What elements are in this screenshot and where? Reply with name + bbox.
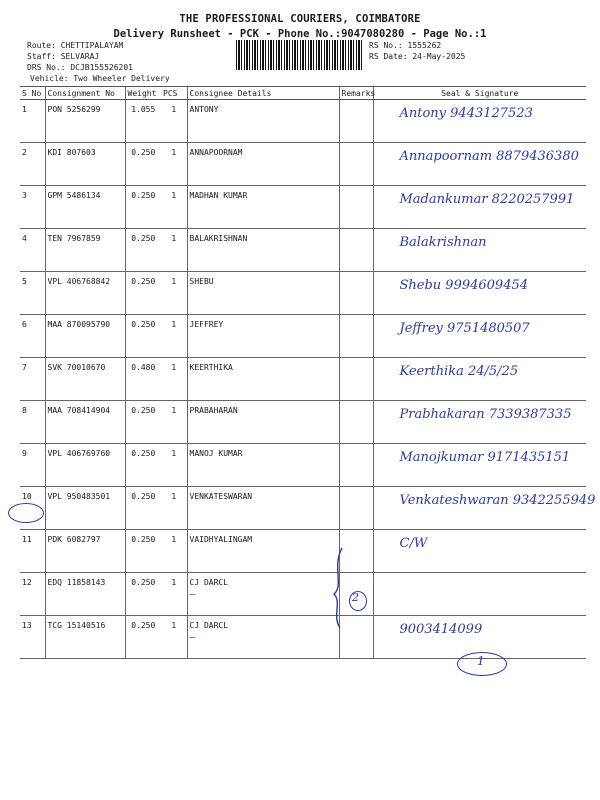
cell-signature (373, 444, 586, 487)
cell-sno: 8 (20, 401, 45, 444)
rs-number: RS No.: 1555262 (369, 41, 442, 50)
cell-consignee: MANOJ KUMAR (187, 444, 339, 487)
cell-weight: 0.250 (125, 272, 161, 315)
cell-consignee: JEFFREY (187, 315, 339, 358)
vehicle-label: Vehicle: Two Wheeler Delivery (30, 74, 170, 83)
runsheet-subtitle: Delivery Runsheet - PCK - Phone No.:9047080280 - Page No.:1 (113, 28, 487, 40)
cell-consignee: VENKATESWARAN (187, 487, 339, 530)
cell-consignment: TEN 7967859 (45, 229, 125, 272)
cell-pcs: 1 (161, 573, 187, 616)
cell-pcs: 1 (161, 358, 187, 401)
cell-pcs: 1 (161, 186, 187, 229)
cell-remarks (339, 100, 373, 143)
route-label: Route: CHETTIPALAYAM (27, 41, 124, 50)
cell-sno: 6 (20, 315, 45, 358)
cell-pcs: 1 (161, 616, 187, 659)
handwritten-signature: 9003414099 (399, 622, 483, 637)
cell-weight: 0.250 (125, 315, 161, 358)
cell-pcs: 1 (161, 272, 187, 315)
table-row (20, 487, 586, 530)
cell-sno: 7 (20, 358, 45, 401)
cell-consignee: MADHAN KUMAR (187, 186, 339, 229)
cell-weight: 1.055 (125, 100, 161, 143)
table-row (20, 100, 586, 143)
handwritten-signature: Keerthika 24/5/25 (399, 364, 519, 379)
cell-sno: 3 (20, 186, 45, 229)
table-row (20, 573, 586, 616)
cell-pcs: 1 (161, 100, 187, 143)
cell-remarks (339, 315, 373, 358)
cell-weight: 0.480 (125, 358, 161, 401)
cell-signature (373, 315, 586, 358)
col-remarks: Remarks (339, 87, 373, 100)
cell-signature (373, 573, 586, 616)
cell-signature (373, 143, 586, 186)
cell-sno: 13 (20, 616, 45, 659)
staff-label: Staff: SELVARAJ (27, 52, 100, 61)
cell-weight: 0.250 (125, 186, 161, 229)
cell-pcs: 1 (161, 487, 187, 530)
cell-consignee: SHEBU (187, 272, 339, 315)
col-pcs: PCS (161, 87, 187, 100)
cell-consignee: KEERTHIKA (187, 358, 339, 401)
cell-remarks (339, 358, 373, 401)
col-weight: Weight (125, 87, 161, 100)
cell-weight: 0.250 (125, 530, 161, 573)
table-row (20, 315, 586, 358)
cell-pcs: 1 (161, 143, 187, 186)
cell-consignment: MAA 708414904 (45, 401, 125, 444)
cell-consignee: ANTONY (187, 100, 339, 143)
cell-sno: 9 (20, 444, 45, 487)
table-row (20, 616, 586, 659)
cell-weight: 0.250 (125, 401, 161, 444)
table-row (20, 186, 586, 229)
cell-sno: 11 (20, 530, 45, 573)
cell-remarks (339, 229, 373, 272)
cell-sno: 10 (20, 487, 45, 530)
cell-weight: 0.250 (125, 616, 161, 659)
cell-signature (373, 186, 586, 229)
cell-weight: 0.250 (125, 229, 161, 272)
rs-date: RS Date: 24-May-2025 (369, 52, 466, 61)
bracket-count: 2 (352, 591, 359, 604)
footer-page-mark: 1 (477, 654, 485, 668)
cell-signature (373, 229, 586, 272)
cell-remarks (339, 272, 373, 315)
cell-remarks (339, 444, 373, 487)
cell-pcs: 1 (161, 401, 187, 444)
cell-remarks (339, 401, 373, 444)
cell-consignee (187, 616, 339, 659)
table-row (20, 143, 586, 186)
table-header-row (20, 87, 586, 100)
cell-consignment: TCG 15140516 (45, 616, 125, 659)
cell-consignment: VPL 950483501 (45, 487, 125, 530)
col-consignment: Consignment No (45, 87, 125, 100)
cell-weight: 0.250 (125, 573, 161, 616)
handwritten-signature: Prabhakaran 7339387335 (399, 407, 572, 422)
cell-sno: 1 (20, 100, 45, 143)
table-row (20, 272, 586, 315)
cell-consignment: SVK 70010670 (45, 358, 125, 401)
cell-remarks (339, 186, 373, 229)
handwritten-signature: Manojkumar 9171435151 (399, 450, 571, 465)
table-row (20, 530, 586, 573)
dash-mark: — (189, 632, 196, 643)
handwritten-signature: Jeffrey 9751480507 (399, 321, 530, 336)
handwritten-signature: Venkateshwaran 9342255949 (399, 493, 596, 508)
dash-mark: — (189, 589, 196, 600)
table-row (20, 358, 586, 401)
cell-signature (373, 358, 586, 401)
bracket-mark (328, 546, 348, 630)
col-sno: S No (20, 87, 45, 100)
col-signature: Seal & Signature (373, 87, 586, 100)
cell-consignment: PON 5256299 (45, 100, 125, 143)
cell-consignee: ANNAPOORNAM (187, 143, 339, 186)
cell-sno: 4 (20, 229, 45, 272)
cell-consignee (187, 573, 339, 616)
handwritten-signature: Shebu 9994609454 (399, 278, 529, 293)
cell-signature (373, 401, 586, 444)
cell-consignment: GPM 5486134 (45, 186, 125, 229)
cell-consignee: BALAKRISHNAN (187, 229, 339, 272)
handwritten-signature: Annapoornam 8879436380 (399, 149, 579, 164)
cell-signature (373, 530, 586, 573)
cell-sno: 2 (20, 143, 45, 186)
cell-consignment: MAA 870095790 (45, 315, 125, 358)
cell-signature (373, 100, 586, 143)
consignee-name: CJ DARCL (189, 621, 229, 630)
cell-signature (373, 272, 586, 315)
cell-consignment: EDQ 11858143 (45, 573, 125, 616)
cell-sno: 5 (20, 272, 45, 315)
handwritten-signature: C/W (399, 536, 428, 551)
drs-number: DRS No.: DCJB155526201 (27, 63, 133, 72)
table-row (20, 401, 586, 444)
company-title: THE PROFESSIONAL COURIERS, COIMBATORE (179, 13, 421, 25)
cell-consignment: VPL 406769760 (45, 444, 125, 487)
cell-weight: 0.250 (125, 487, 161, 530)
handwritten-signature: Antony 9443127523 (399, 106, 533, 121)
barcode-image (236, 40, 362, 70)
cell-weight: 0.250 (125, 444, 161, 487)
cell-consignee: PRABAHARAN (187, 401, 339, 444)
cell-weight: 0.250 (125, 143, 161, 186)
cell-pcs: 1 (161, 444, 187, 487)
cell-consignment: KDI 807603 (45, 143, 125, 186)
cell-remarks (339, 487, 373, 530)
cell-sno: 12 (20, 573, 45, 616)
cell-pcs: 1 (161, 315, 187, 358)
cell-consignment: PDK 6082797 (45, 530, 125, 573)
cell-signature (373, 487, 596, 530)
cell-pcs: 1 (161, 229, 187, 272)
cell-pcs: 1 (161, 530, 187, 573)
handwritten-signature: Balakrishnan (399, 235, 487, 250)
handwritten-signature: Madankumar 8220257991 (399, 192, 575, 207)
cell-consignment: VPL 406768842 (45, 272, 125, 315)
cell-remarks (339, 143, 373, 186)
table-row (20, 444, 586, 487)
cell-consignee: VAIDHYALINGAM (187, 530, 339, 573)
row-11-circle-mark (8, 503, 44, 523)
col-consignee: Consignee Details (187, 87, 339, 100)
table-row (20, 229, 586, 272)
runsheet-table (20, 86, 596, 659)
consignee-name: CJ DARCL (189, 578, 229, 587)
